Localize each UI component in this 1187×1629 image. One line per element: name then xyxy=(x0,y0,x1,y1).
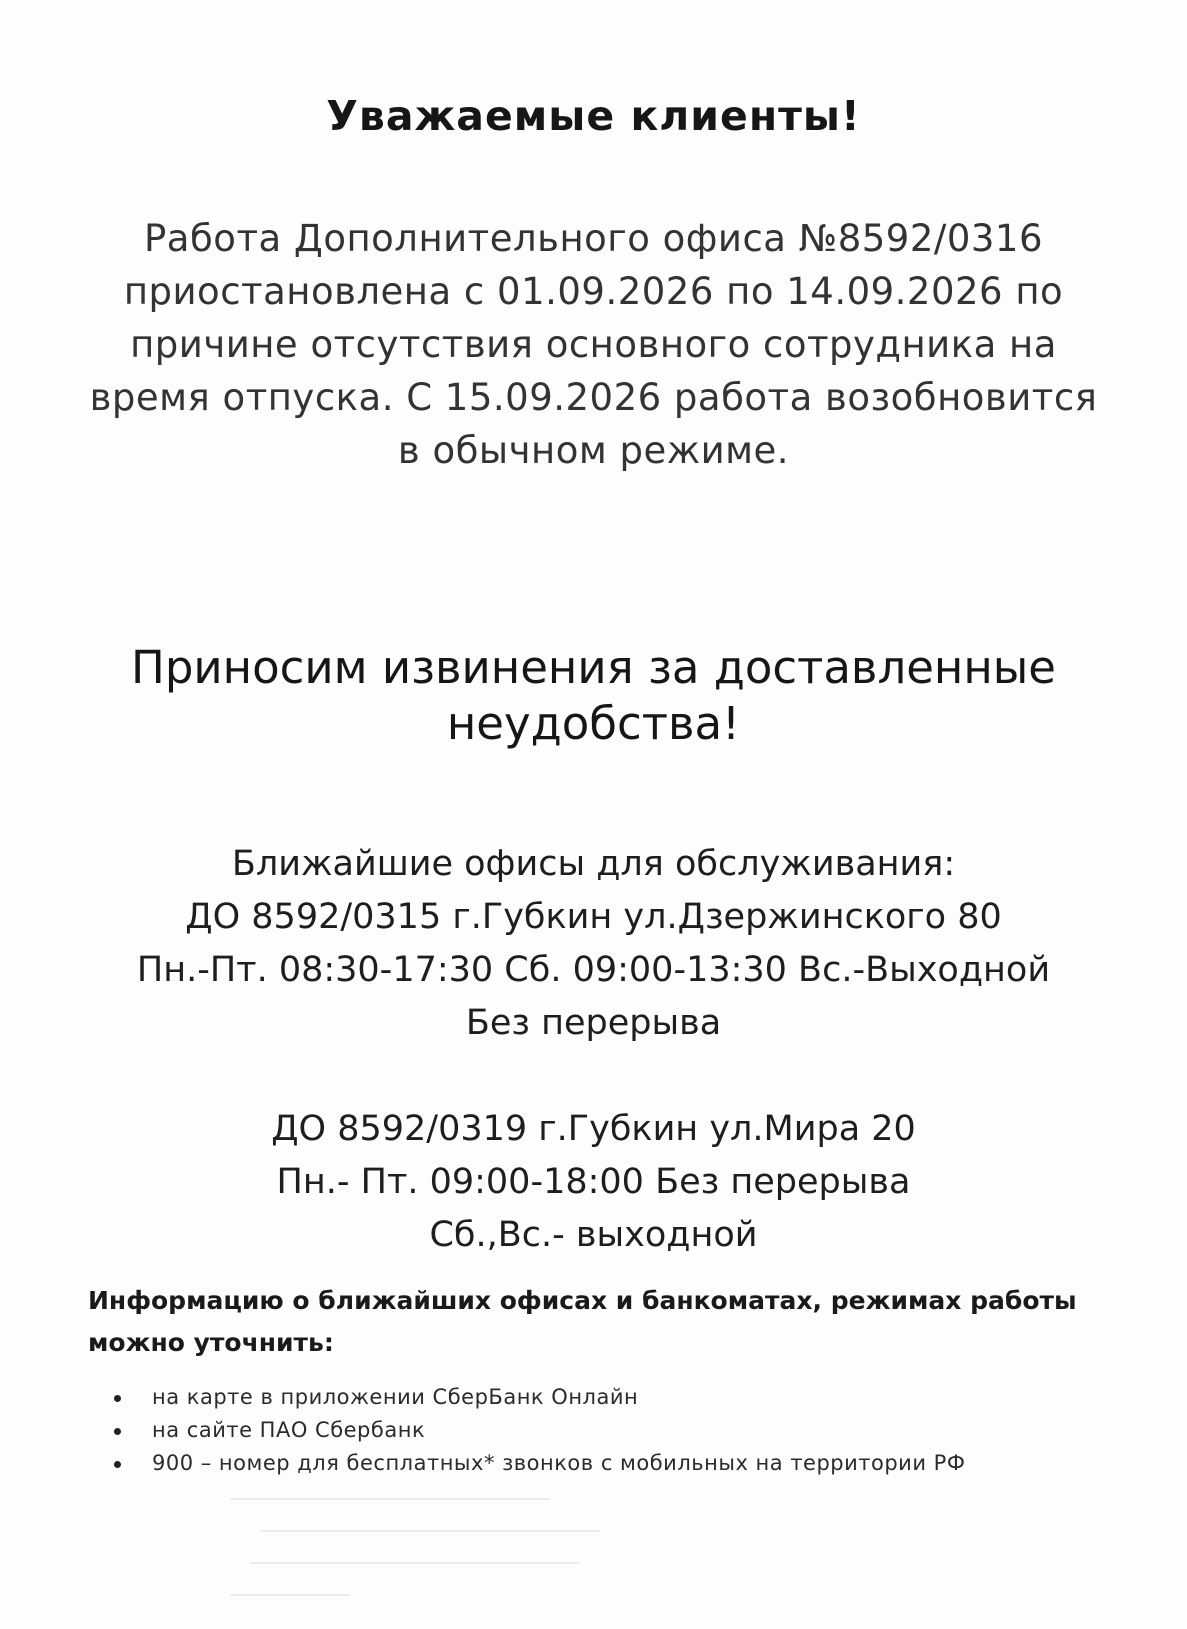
office-2-hours: Пн.- Пт. 09:00-18:00 Без перерыва xyxy=(276,1162,911,1202)
apology-line: Приносим извинения за доставленные xyxy=(131,641,1056,694)
list-item xyxy=(88,1381,1088,1414)
list-item-text: на карте в приложении СберБанк Онлайн xyxy=(152,1385,639,1409)
spacer xyxy=(0,1050,1187,1103)
office-2-weekend: Сб.,Вс.- выходной xyxy=(429,1215,758,1255)
notice-line: Работа Дополнительного офиса №8592/0316 xyxy=(144,217,1043,260)
offices-title: Ближайшие офисы для обслуживания: xyxy=(231,844,956,884)
faded-line xyxy=(230,1594,350,1596)
notice-heading: Уважаемые клиенты! xyxy=(326,92,861,140)
office-2-address: ДО 8592/0319 г.Губкин ул.Мира 20 xyxy=(271,1109,916,1149)
faded-line xyxy=(230,1498,550,1500)
info-list xyxy=(88,1381,1088,1480)
faded-line xyxy=(260,1530,600,1532)
bullet-icon xyxy=(114,1428,121,1435)
list-item-text: 900 – номер для бесплатных* звонков с мобильных на территории РФ xyxy=(152,1451,966,1475)
nearby-offices xyxy=(0,838,1187,1262)
list-item xyxy=(88,1414,1088,1447)
notice-line: в обычном режиме. xyxy=(397,429,790,472)
apology-line: неудобства! xyxy=(446,697,741,750)
info-title-line: Информацию о ближайших офисах и банкоматах, режимах работы xyxy=(88,1286,1077,1315)
office-1-break: Без перерыва xyxy=(465,1003,722,1043)
bullet-icon xyxy=(114,1461,121,1468)
faded-line xyxy=(250,1562,580,1564)
apology-message xyxy=(0,640,1187,752)
notice-line: причине отсутствия основного сотрудника на xyxy=(130,323,1057,366)
list-item-text: на сайте ПАО Сбербанк xyxy=(152,1418,426,1442)
notice-line: приостановлена с 01.09.2026 по 14.09.2026 по xyxy=(123,270,1064,313)
info-title xyxy=(88,1280,1108,1364)
suspension-notice xyxy=(0,212,1187,477)
info-title-line: можно уточнить: xyxy=(88,1328,334,1357)
office-1-hours: Пн.-Пт. 08:30-17:30 Сб. 09:00-13:30 Вс.-Выходной xyxy=(136,950,1051,990)
list-item xyxy=(88,1447,1088,1480)
faded-footnote xyxy=(0,1490,1187,1629)
office-1-address: ДО 8592/0315 г.Губкин ул.Дзержинского 80 xyxy=(185,897,1002,937)
notice-line: время отпуска. С 15.09.2026 работа возобновится xyxy=(89,376,1098,419)
bullet-icon xyxy=(114,1395,121,1402)
